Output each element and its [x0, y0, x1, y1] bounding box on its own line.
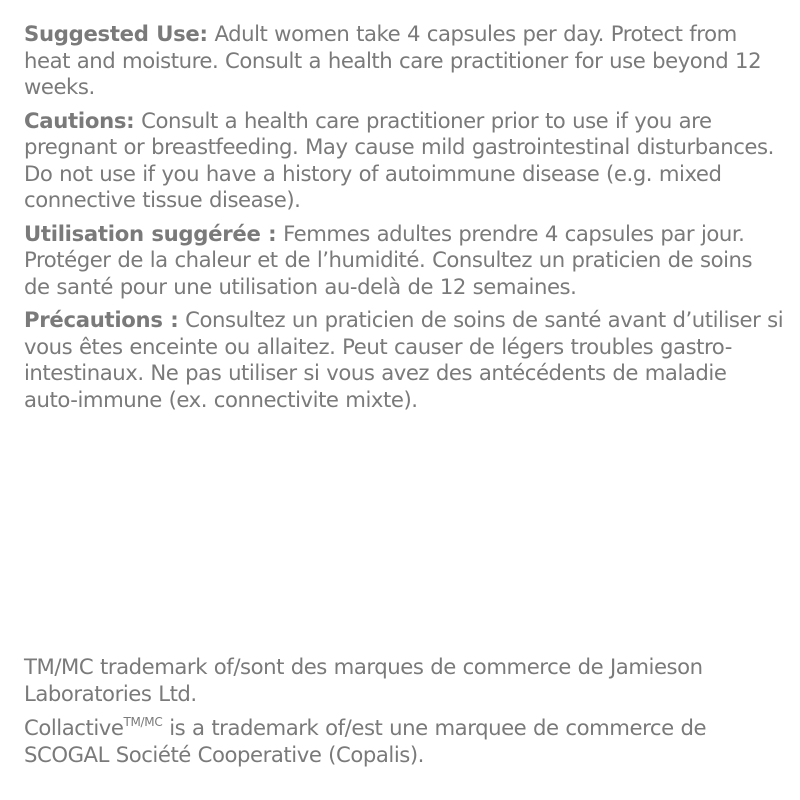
- suggested-use-paragraph: [24, 21, 784, 101]
- collactive-name: Collactive: [24, 715, 124, 740]
- suggested-use-text: Adult women take 4 capsules per day. Protect from heat and moisture. Consult a health care practitioner for use beyond 12 weeks.: [24, 21, 762, 99]
- utilisation-suggeree-paragraph: [24, 221, 784, 301]
- precautions-paragraph: [24, 307, 784, 413]
- collactive-tm-mark: TM/MC: [123, 715, 163, 729]
- precautions-label: Précautions :: [24, 307, 179, 332]
- cautions-label: Cautions:: [24, 107, 135, 133]
- utilisation-suggeree-label: Utilisation suggérée :: [24, 220, 277, 246]
- cautions-paragraph: [24, 108, 784, 214]
- precautions-text: Consultez un praticien de soins de santé avant d’utiliser si vous êtes enceinte ou allaitez. Peut causer de légers troubles gastro-intestinaux. Ne pas utiliser si vous avez des antécédents de maladie auto-immune (ex. connectivite mixte).: [24, 307, 784, 412]
- suggested-use-label: Suggested Use:: [24, 21, 208, 46]
- utilisation-suggeree-text: Femmes adultes prendre 4 capsules par jour. Protéger de la chaleur et de l’humidité. Consultez un praticien de soins de santé pour une utilisation au-delà de 12 semaines.: [24, 220, 753, 299]
- trademark-footer: [24, 654, 784, 776]
- cautions-text: Consult a health care practitioner prior to use if you are pregnant or breastfeeding. May cause mild gastrointestinal disturbances. Do not use if you have a history of autoimmune disease (e.g. mixed connective tissue disease).: [24, 107, 774, 212]
- collactive-trademark-text: is a trademark of/est une marquee de commerce de SCOGAL Société Cooperative (Copalis).: [24, 715, 707, 767]
- trademark-notice: TM/MC trademark of/sont des marques de commerce de Jamieson Laboratories Ltd.: [24, 654, 703, 706]
- label-text-block: [24, 21, 784, 420]
- collactive-trademark-notice: [24, 715, 784, 768]
